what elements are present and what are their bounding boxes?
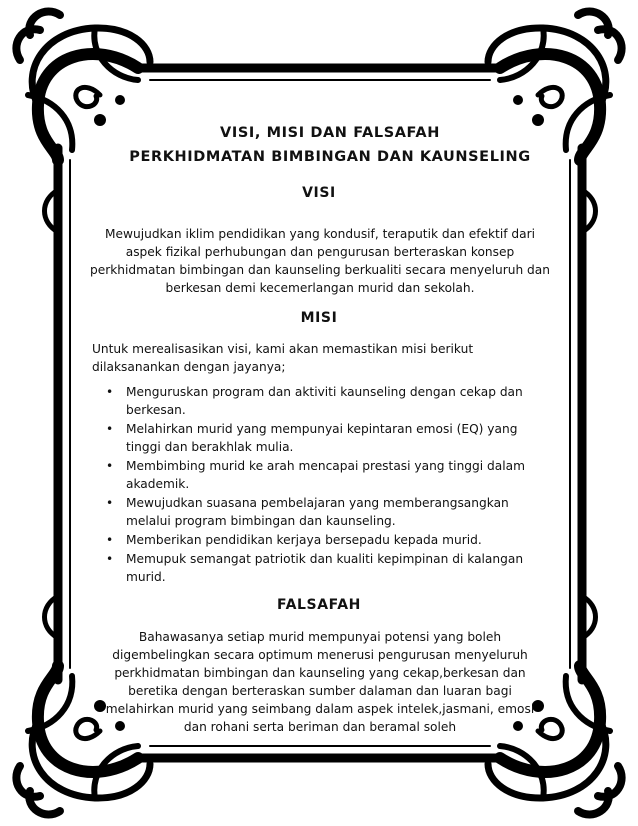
visi-heading: VISI (302, 185, 336, 201)
visi-line: Mewujudkan iklim pendidikan yang kondusif, teraputik dan efektif dari (105, 227, 535, 241)
falsafah-line: digembelingkan secara optimum menerusi pengurusan menyeluruh (112, 648, 528, 662)
title-line-2: PERKHIDMATAN BIMBINGAN DAN KAUNSELING (129, 149, 531, 165)
bullet-icon: • (106, 422, 114, 436)
misi-item (106, 550, 538, 586)
misi-item (106, 420, 538, 456)
visi-line: aspek fizikal perhubungan dan pengurusan berteraskan konsep (125, 245, 515, 259)
misi-item (106, 494, 538, 530)
misi-heading: MISI (300, 310, 338, 326)
misi-intro: Untuk merealisasikan visi, kami akan memastikan misi berikut dilaksanankan dengan jayanya; (92, 342, 474, 374)
falsafah-line: dan rohani serta beriman dan beramal soleh (183, 720, 457, 734)
misi-item (106, 383, 538, 419)
misi-item (106, 457, 538, 493)
falsafah-line: beretika dengan berteraskan sumber dalaman dan luaran bagi (128, 684, 512, 698)
document-title (90, 121, 570, 169)
visi-line: perkhidmatan bimbingan dan kaunseling berkualiti secara menyeluruh dan (90, 263, 550, 277)
bullet-icon: • (106, 552, 114, 566)
misi-item-text: Membimbing murid ke arah mencapai prestasi yang tinggi dalam akademik. (126, 459, 525, 491)
falsafah-line: perkhidmatan bimbingan dan kaunseling yang cekap,berkesan dan (114, 666, 526, 680)
misi-item-text: Mewujudkan suasana pembelajaran yang memberangsangkan melalui program bimbingan dan kaunseling. (126, 496, 509, 528)
misi-item-text: Melahirkan murid yang mempunyai kepintaran emosi (EQ) yang tinggi dan berakhlak mulia. (126, 422, 518, 454)
title-line-1: VISI, MISI DAN FALSAFAH (220, 125, 440, 141)
misi-item-text: Memupuk semangat patriotik dan kualiti kepimpinan di kalangan murid. (126, 552, 524, 584)
visi-paragraph (80, 225, 560, 297)
misi-item-text: Menguruskan program dan aktiviti kaunseling dengan cekap dan berkesan. (126, 385, 523, 417)
visi-line: berkesan demi kecemerlangan murid dan sekolah. (165, 281, 475, 295)
falsafah-line: melahirkan murid yang seimbang dalam aspek intelek,jasmani, emosi (105, 702, 535, 716)
falsafah-heading: FALSAFAH (277, 597, 361, 613)
misi-item-text: Memberikan pendidikan kerjaya bersepadu kepada murid. (126, 533, 482, 547)
bullet-icon: • (106, 459, 114, 473)
misi-item (106, 531, 538, 549)
bullet-icon: • (106, 385, 114, 399)
falsafah-line: Bahawasanya setiap murid mempunyai potensi yang boleh (138, 630, 502, 644)
bullet-icon: • (106, 496, 114, 510)
bullet-icon: • (106, 533, 114, 547)
falsafah-paragraph (100, 628, 540, 736)
misi-list (106, 383, 538, 587)
